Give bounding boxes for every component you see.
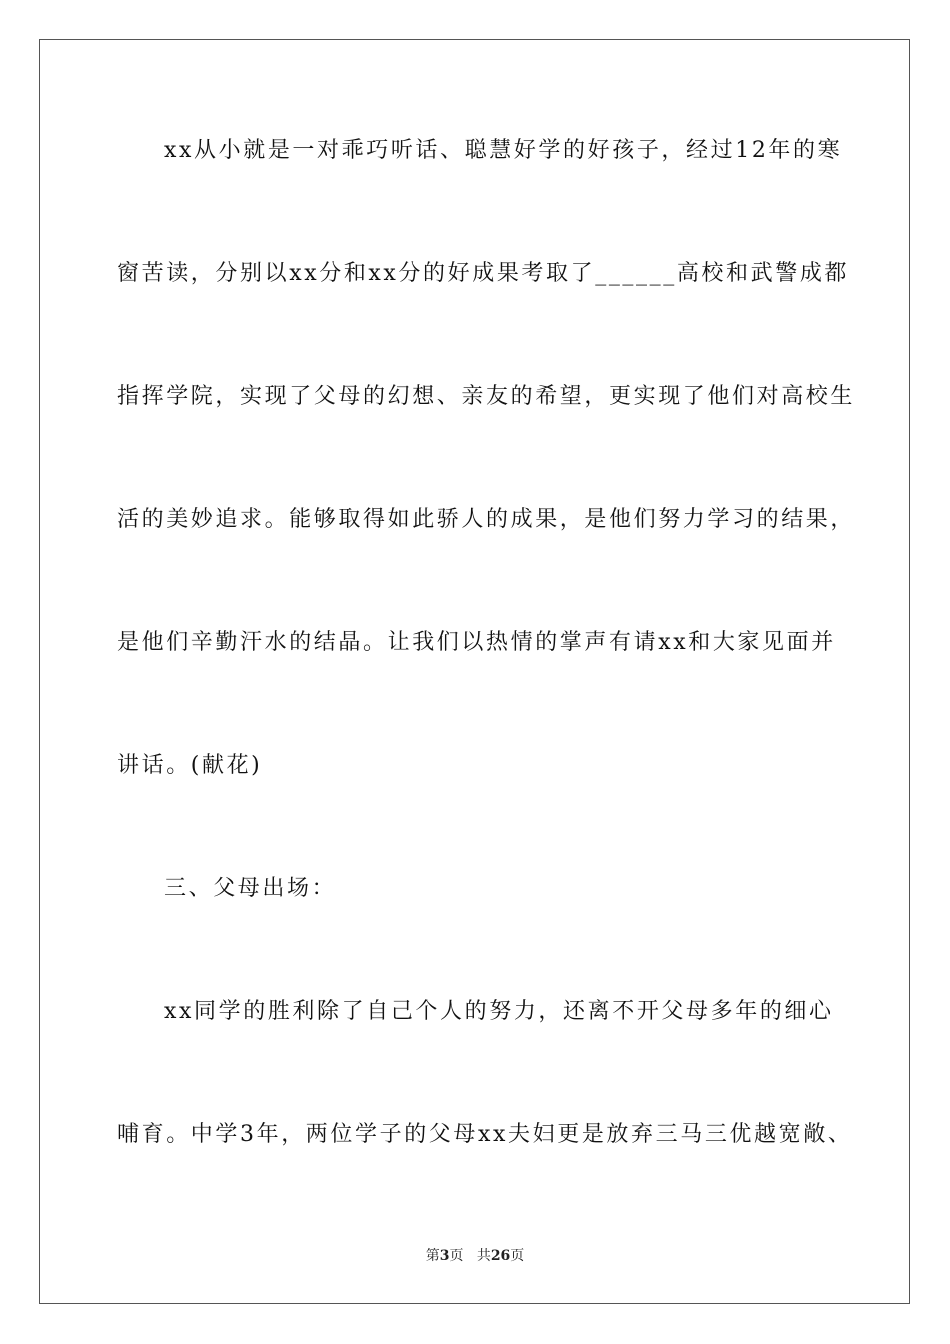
footer-page-number: 3: [439, 1248, 450, 1264]
paragraph-line-1: xx从小就是一对乖巧听话、聪慧好学的好孩子，经过12年的寒: [164, 138, 843, 163]
paragraph-line-4: 活的美妙追求。能够取得如此骄人的成果，是他们努力学习的结果，: [117, 507, 856, 532]
paragraph-line-3: 指挥学院，实现了父母的幻想、亲友的希望，更实现了他们对高校生: [117, 384, 856, 409]
paragraph-line-6: 讲话。(献花): [117, 753, 263, 778]
footer-total-prefix: 共: [476, 1248, 491, 1264]
footer-total-suffix: 页: [510, 1248, 525, 1264]
footer-page-prefix: 第: [425, 1248, 440, 1264]
footer-total-pages: 26: [490, 1248, 511, 1264]
footer-page-suffix: 页: [449, 1248, 464, 1264]
paragraph-line-8: 哺育。中学3年，两位学子的父母xx夫妇更是放弃三马三优越宽敞、: [117, 1122, 853, 1147]
paragraph-line-2: 窗苦读，分别以xx分和xx分的好成果考取了______高校和武警成都: [117, 261, 850, 286]
section-heading: 三、父母出场：: [164, 876, 337, 901]
page-footer: [0, 1246, 950, 1266]
paragraph-line-5: 是他们辛勤汗水的结晶。让我们以热情的掌声有请xx和大家见面并: [117, 630, 836, 655]
page-frame: [39, 39, 910, 1304]
paragraph-line-7: xx同学的胜利除了自己个人的努力，还离不开父母多年的细心: [164, 999, 834, 1024]
